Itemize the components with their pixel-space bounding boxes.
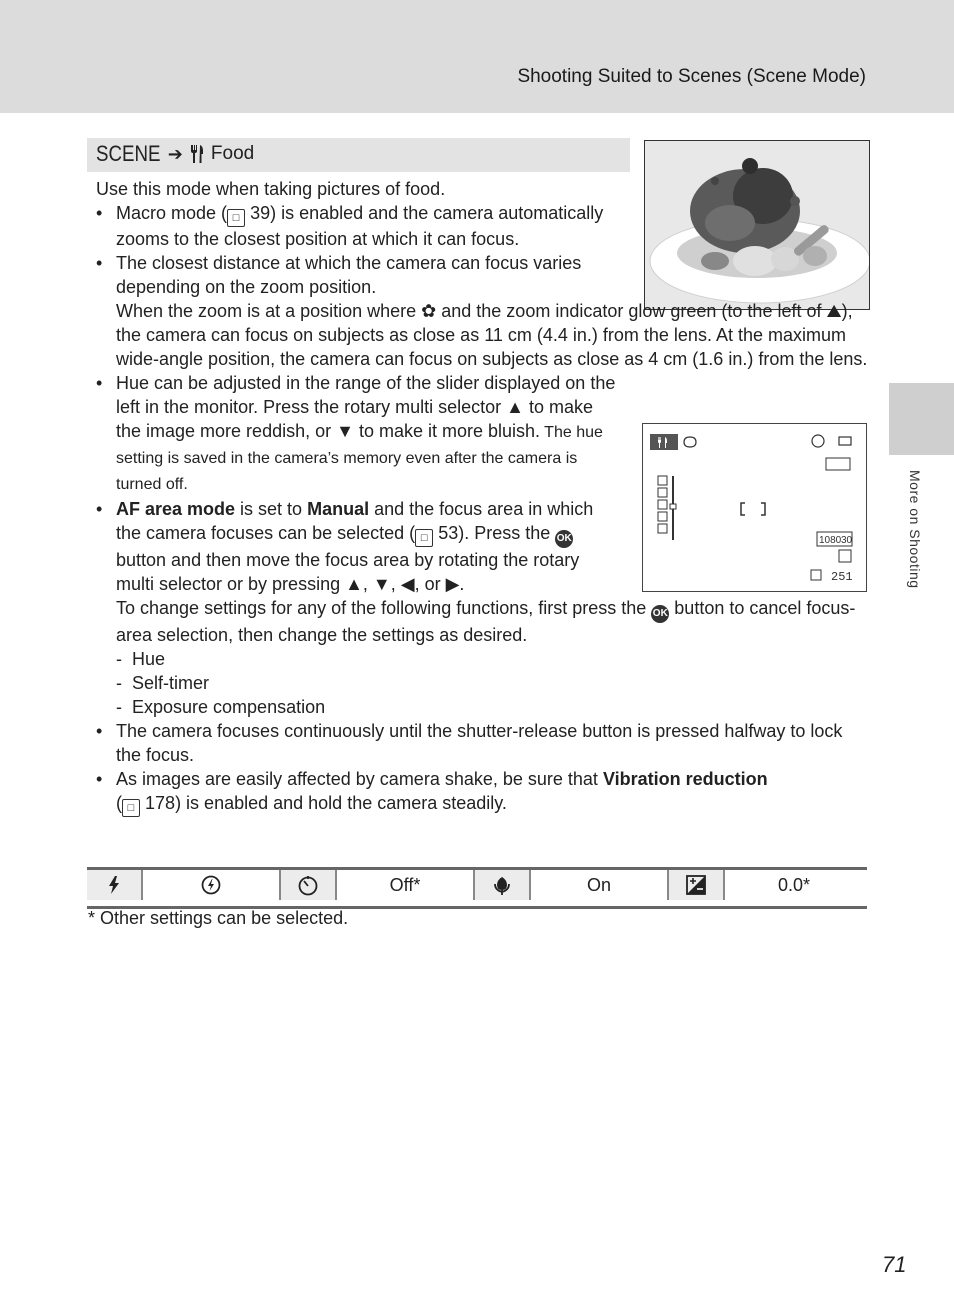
chapter-side-label: More on Shooting <box>907 470 923 589</box>
bullet-vibration-text-b: ( <box>116 793 122 813</box>
monitor-resolution: 1080 <box>819 535 842 546</box>
arrow-icon: ➔ <box>167 143 183 164</box>
exposure-compensation-icon <box>669 870 725 900</box>
bullet-macro-text-b: ) is enabled and the camera automatically zooms to the closest position at which it can focus. <box>116 203 604 249</box>
book-ref-icon: □ <box>122 799 140 817</box>
bullet-closest-distance <box>96 251 616 299</box>
flash-off-icon <box>201 875 221 895</box>
ok-button-icon: OK <box>555 530 573 548</box>
zoom-note-text-b: and the zoom indicator glow green (to the left of <box>436 301 827 321</box>
section-heading <box>96 141 254 167</box>
tulip-icon: ✿ <box>421 301 437 321</box>
bullet-af-text-e: . <box>459 574 465 594</box>
self-timer-value: Off* <box>389 874 421 895</box>
dash-item-exposure-text: Exposure compensation <box>132 697 326 717</box>
bullet-vibration <box>96 767 868 817</box>
self-timer-value-cell <box>337 870 475 900</box>
monitor-fps: 30 <box>841 535 853 546</box>
af-area-mode-term: AF area mode <box>116 499 236 519</box>
fork-knife-icon <box>189 144 205 164</box>
dash-item-exposure: - Exposure compensation <box>116 697 326 717</box>
bullet-macro <box>96 201 616 251</box>
vibration-reduction-term: Vibration reduction <box>602 769 768 789</box>
chapter-side-tab <box>889 383 954 455</box>
cancel-focus-note <box>96 596 868 647</box>
bullet-vibration-ref: 178 <box>145 793 176 813</box>
ok-button-icon: OK <box>651 605 669 623</box>
footnote: * Other settings can be selected. <box>88 908 349 928</box>
monitor-shots-remaining: 251 <box>831 570 853 584</box>
body-text <box>96 177 868 817</box>
bullet-af-text-c: ). Press the <box>458 523 556 543</box>
mountain-icon: ⛰ <box>826 301 842 321</box>
dash-item-self-timer-text: Self-timer <box>132 673 210 693</box>
macro-value: On <box>586 874 611 895</box>
dash-item-hue: - Hue <box>116 649 166 669</box>
scene-food-label: Food <box>210 143 255 164</box>
exposure-value: 0.0* <box>777 874 811 895</box>
bullet-closest-distance-text: The closest distance at which the camera can focus varies depending on the zoom position. <box>116 253 582 297</box>
page-number: 71 <box>882 1252 907 1277</box>
bullet-af-text-a: is set to <box>235 499 308 519</box>
macro-mode-icon <box>475 870 531 900</box>
down-arrow-icon: ▼ <box>336 421 354 441</box>
default-settings-table <box>87 867 867 909</box>
zoom-note-text-a: When the zoom is at a position where <box>116 301 422 321</box>
zoom-note <box>96 299 868 371</box>
bullet-af-text-d: button and then move the focus area by rotating the rotary multi selector or by pressing <box>116 550 580 594</box>
bullet-macro-ref: 39 <box>250 203 271 223</box>
up-arrow-icon: ▲ <box>506 397 524 417</box>
bullet-macro-text-a: Macro mode ( <box>116 203 228 223</box>
book-ref-icon: □ <box>415 529 433 547</box>
intro-text: Use this mode when taking pictures of food. <box>96 179 446 199</box>
bullet-hue-text-b: to make the image more reddish, or <box>116 397 594 441</box>
scene-word: SCENE <box>96 141 161 166</box>
header-band <box>0 0 954 113</box>
bullet-af-area <box>96 497 616 596</box>
macro-value-cell <box>531 870 669 900</box>
dash-item-hue-text: Hue <box>132 649 166 669</box>
flash-mode-icon <box>87 870 143 900</box>
zoom-note-text-c: ), the camera can focus on subjects as close as 11 cm (4.4 in.) from the lens. At the maximum wide-angle position, the camera can focus on subjects as close as 4 cm (1.6 in.) from the lens. <box>116 301 868 369</box>
bullet-vibration-text-a: As images are easily affected by camera shake, be sure that <box>116 769 603 789</box>
self-timer-icon <box>281 870 337 900</box>
bullet-hue <box>96 371 616 497</box>
page-header-title: Shooting Suited to Scenes (Scene Mode) <box>517 66 866 87</box>
bullet-af-text-b: and the focus area in which the camera focuses can be selected ( <box>116 499 594 543</box>
bullet-continuous-focus <box>96 719 868 767</box>
book-ref-icon: □ <box>227 209 245 227</box>
manual-term: Manual <box>307 499 370 519</box>
bullet-vibration-text-c: ) is enabled and hold the camera steadily. <box>175 793 507 813</box>
direction-arrows-icon: ▲, ▼, ◀, or ▶ <box>345 574 460 594</box>
flash-value-cell <box>143 870 281 900</box>
bullet-hue-text-a: Hue can be adjusted in the range of the slider displayed on the left in the monitor. Press the rotary multi selector <box>116 373 616 417</box>
bullet-continuous-focus-text: The camera focuses continuously until the shutter-release button is pressed halfway to lock the focus. <box>116 721 843 765</box>
exposure-value-cell <box>725 870 863 900</box>
bullet-hue-text-c: to make it more bluish. <box>353 421 541 441</box>
cancel-note-text-a: To change settings for any of the following functions, first press the <box>116 598 652 618</box>
dash-item-self-timer: - Self-timer <box>116 673 210 693</box>
cancel-note-text-b: button to cancel focus-area selection, then change the settings as desired. <box>116 598 856 645</box>
bullet-hue-text-d: The hue setting is saved in the camera’s memory even after the camera is turned off. <box>116 424 603 493</box>
bullet-af-ref: 53 <box>438 523 459 543</box>
